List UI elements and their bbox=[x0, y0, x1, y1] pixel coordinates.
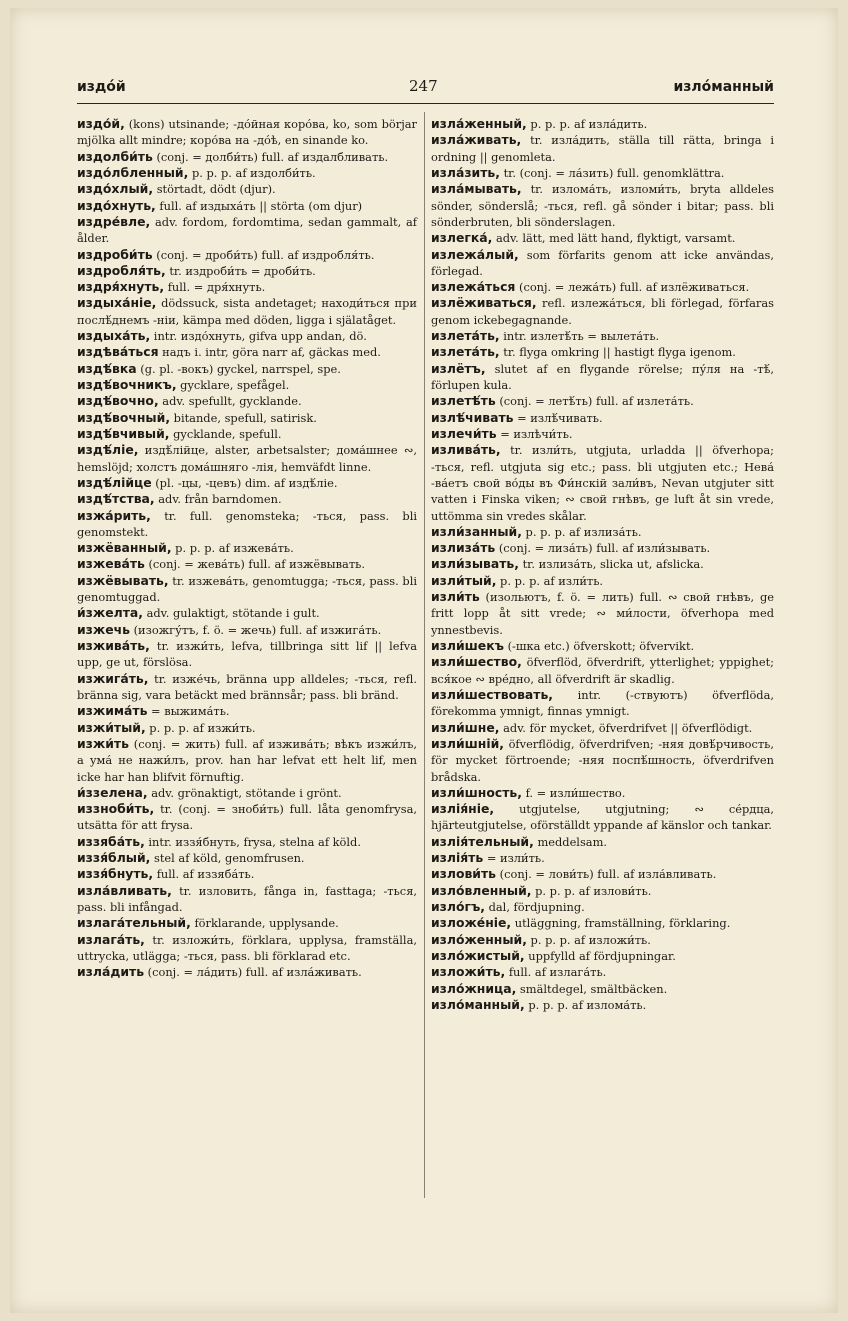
entry-definition: (conj. = лежа́ть) full. af излёживаться. bbox=[519, 280, 750, 295]
entry-definition: meddelsam. bbox=[537, 834, 608, 849]
entry-definition: slutet af en flygande rörelse; пу́ля на -тѣ́, förlupen kula. bbox=[431, 361, 774, 392]
entry-definition: intr. (-ствуютъ) öfverflöda, förekomma ymnigt, finnas ymnigt. bbox=[431, 687, 774, 719]
entry-headword: изла́зить, bbox=[431, 164, 500, 180]
left-column bbox=[77, 116, 417, 981]
entry-headword: изли́шекъ bbox=[431, 638, 504, 653]
dictionary-entry bbox=[431, 279, 774, 295]
dictionary-entry bbox=[431, 344, 774, 360]
entry-headword: изла́живать, bbox=[431, 132, 522, 148]
dictionary-entry bbox=[431, 589, 774, 638]
dictionary-entry bbox=[431, 834, 774, 850]
entry-headword: изли́шне, bbox=[431, 719, 500, 735]
entry-headword: издыха́ть, bbox=[77, 328, 151, 344]
dictionary-entry bbox=[431, 524, 774, 540]
dictionary-entry bbox=[77, 540, 417, 556]
dictionary-entry bbox=[77, 573, 417, 606]
entry-headword: изжива́ть, bbox=[77, 638, 150, 653]
dictionary-entry bbox=[431, 997, 774, 1013]
dictionary-entry bbox=[431, 556, 774, 572]
entry-definition: tr. изли́ть, utgjuta, urladda || öfverhopa; -ться, refl. utgjuta sig etc.; pass. bli utgjuten etc.; Нева́ -ва́етъ свой во́ды въ Фи́нскій зали́въ, Nevan utgjuter sitt vatten i Finska viken; ∾ свой гнѣвъ, ge luft åt sin vrede, uttömma sin vredes skålar. bbox=[431, 443, 775, 523]
entry-headword: изли́занный, bbox=[431, 523, 522, 539]
entry-headword: издѣва́ться bbox=[77, 344, 159, 360]
entry-headword: изжа́рить, bbox=[77, 507, 151, 523]
entry-headword: и́ззелена, bbox=[77, 784, 148, 800]
entry-definition: tr. (conj. = зноби́ть) full. låta genomfrysa, utsätta för att frysa. bbox=[77, 802, 418, 833]
dictionary-entry bbox=[431, 410, 774, 426]
entry-definition: stel af köld, genomfrusen. bbox=[153, 851, 305, 866]
dictionary-entry bbox=[431, 230, 774, 246]
entry-headword: изли́шество, bbox=[431, 654, 522, 670]
dictionary-entry bbox=[77, 801, 417, 834]
entry-headword: изла́дить bbox=[77, 964, 145, 980]
entry-definition: (conj. = ла́дить) full. af изла́живать. bbox=[147, 965, 362, 980]
dictionary-entry bbox=[77, 883, 417, 916]
dictionary-entry bbox=[77, 263, 417, 279]
entry-headword: издроби́ть bbox=[77, 246, 153, 262]
entry-headword: излётъ, bbox=[431, 360, 486, 376]
dictionary-entry bbox=[431, 687, 774, 720]
entry-definition: p. p. p. af излиза́ть. bbox=[525, 524, 642, 539]
entry-headword: излечи́ть bbox=[431, 425, 497, 441]
entry-headword: изли́тый, bbox=[431, 572, 497, 588]
dictionary-entry bbox=[77, 638, 417, 671]
dictionary-entry bbox=[77, 834, 417, 850]
column-divider bbox=[424, 112, 425, 1198]
dictionary-entry bbox=[77, 556, 417, 572]
dictionary-entry bbox=[77, 116, 417, 149]
entry-definition: adv. för mycket, öfverdrifvet || öfverflödigt. bbox=[503, 720, 753, 735]
entry-headword: изжёвывать, bbox=[77, 572, 169, 588]
entry-definition: (conj. = летѣ́ть) full. af излета́ть. bbox=[499, 394, 694, 409]
entry-definition: p. p. p. af излови́ть. bbox=[535, 883, 652, 898]
dictionary-entry bbox=[431, 132, 774, 165]
entry-headword: издыха́ніе, bbox=[77, 295, 157, 311]
entry-headword: изло́жница, bbox=[431, 980, 517, 996]
entry-definition: (conj. = лови́ть) full. af изла́вливать. bbox=[499, 867, 717, 882]
dictionary-entry bbox=[77, 720, 417, 736]
entry-definition: tr. изловить, fånga in, fasttaga; -ться, pass. bli infångad. bbox=[77, 883, 417, 914]
dictionary-entry bbox=[431, 247, 774, 280]
entry-headword: издѣ́ліе, bbox=[77, 442, 139, 458]
dictionary-entry bbox=[77, 149, 417, 165]
dictionary-entry bbox=[77, 295, 417, 328]
dictionary-entry bbox=[77, 964, 417, 980]
dictionary-entry bbox=[431, 393, 774, 409]
entry-definition: tr. full. genomsteka; -ться, pass. bli genomstekt. bbox=[77, 508, 417, 539]
entry-definition: p. p. p. af изла́дить. bbox=[530, 117, 648, 131]
dictionary-entry bbox=[77, 850, 417, 866]
dictionary-entry bbox=[77, 475, 417, 491]
entry-headword: излета́ть, bbox=[431, 328, 500, 344]
entry-headword: изло́женный, bbox=[431, 931, 527, 947]
entry-definition: (pl. -цы, -цевъ) dim. af издѣ́ліе. bbox=[155, 475, 338, 490]
dictionary-entry bbox=[77, 605, 417, 621]
dictionary-entry bbox=[77, 508, 417, 541]
dictionary-entry bbox=[77, 279, 417, 295]
entry-definition: p. p. p. af издолби́ть. bbox=[191, 165, 316, 180]
entry-definition: intr. издо́хнуть, gifva upp andan, dö. bbox=[153, 329, 367, 344]
entry-definition: = изли́ть. bbox=[486, 851, 545, 866]
dictionary-entry bbox=[77, 426, 417, 442]
dictionary-entry bbox=[431, 866, 774, 882]
entry-definition: tr. изже́чь, bränna upp alldeles; -ться, refl. bränna sig, vara betäckt med brännsår; pass. bli bränd. bbox=[77, 671, 417, 702]
entry-headword: издолби́ть bbox=[77, 148, 153, 164]
entry-definition: utläggning, framställning, förklaring. bbox=[514, 916, 731, 931]
dictionary-entry bbox=[77, 393, 417, 409]
entry-definition: utgjutelse, utgjutning; ∾ се́рдца, hjärteutgjutelse, oförställdt yppande af känslor och tankar. bbox=[431, 802, 774, 833]
entry-definition: adv. gulaktigt, stötande i gult. bbox=[146, 606, 320, 621]
entry-headword: и́зжелта, bbox=[77, 605, 143, 621]
dictionary-entry bbox=[431, 964, 774, 980]
entry-headword: издѣ́вка bbox=[77, 360, 137, 376]
entry-definition: (conj. = жева́ть) full. af изжёвывать. bbox=[148, 557, 365, 572]
entry-definition: (g. pl. -вокъ) gyckel, narrspel, spe. bbox=[140, 361, 341, 376]
entry-headword: излежа́ться bbox=[431, 279, 516, 295]
dictionary-entry bbox=[77, 361, 417, 377]
entry-headword: изложи́ть, bbox=[431, 964, 506, 980]
entry-headword: излѣ́чивать bbox=[431, 409, 514, 425]
dictionary-entry bbox=[77, 181, 417, 197]
entry-definition: adv. lätt, med lätt hand, flyktigt, varsamt. bbox=[495, 231, 736, 246]
entry-headword: изли́шній, bbox=[431, 735, 504, 751]
entry-headword: изжима́ть bbox=[77, 703, 148, 719]
entry-definition: smältdegel, smältbäcken. bbox=[519, 981, 668, 996]
entry-definition: (conj. = долби́ть) full. af издалбливать. bbox=[156, 149, 389, 164]
entry-definition: p. p. p. af изли́ть. bbox=[500, 573, 604, 588]
entry-headword: изжева́ть bbox=[77, 556, 145, 572]
entry-headword: излива́ть, bbox=[431, 442, 501, 458]
dictionary-entry bbox=[77, 491, 417, 507]
entry-definition: (conj. = лиза́ть) full. af изли́зывать. bbox=[498, 541, 711, 556]
entry-headword: излетѣ́ть bbox=[431, 393, 496, 409]
entry-headword: изла́вливать, bbox=[77, 882, 172, 898]
dictionary-entry bbox=[77, 785, 417, 801]
entry-definition: full. af издыха́ть || störta (om djur) bbox=[159, 198, 363, 213]
entry-definition: störtadt, dödt (djur). bbox=[156, 182, 276, 197]
entry-headword: излежа́лый, bbox=[431, 246, 519, 262]
entry-headword: изли́зывать, bbox=[431, 556, 519, 572]
entry-headword: изли́шность, bbox=[431, 784, 522, 800]
dictionary-entry bbox=[77, 866, 417, 882]
entry-definition: tr. излиза́ть, slicka ut, afslicka. bbox=[522, 557, 704, 572]
dictionary-entry bbox=[431, 883, 774, 899]
entry-headword: издѣ́лійце bbox=[77, 474, 152, 490]
entry-headword: изла́женный, bbox=[431, 116, 527, 131]
entry-headword: издо́хнуть, bbox=[77, 197, 156, 213]
entry-definition: full. af излага́ть. bbox=[508, 965, 607, 980]
dictionary-entry bbox=[77, 703, 417, 719]
entry-headword: излегка́, bbox=[431, 230, 493, 246]
entry-definition: = выжима́ть. bbox=[151, 704, 230, 719]
entry-headword: издо́й, bbox=[77, 116, 125, 131]
entry-definition: refl. излежа́ться, bli förlegad, förfaras genom ickebegagnande. bbox=[431, 296, 774, 327]
page-header bbox=[77, 79, 774, 104]
entry-definition: dödssuck, sista andetaget; находи́ться при послѣ́днемъ -ніи, kämpa med döden, ligga i själatåget. bbox=[77, 296, 417, 327]
entry-definition: p. p. p. af излома́ть. bbox=[528, 997, 647, 1012]
entry-headword: излія́тельный, bbox=[431, 833, 534, 849]
entry-definition: = излѣчи́ть. bbox=[500, 426, 573, 441]
dictionary-entry bbox=[431, 442, 774, 524]
entry-headword: издо́хлый, bbox=[77, 181, 154, 197]
entry-headword: издѣ́тства, bbox=[77, 491, 155, 507]
entry-headword: изли́шествовать, bbox=[431, 686, 554, 702]
entry-definition: förklarande, upplysande. bbox=[194, 916, 339, 931]
entry-definition: tr. излома́ть, изломи́ть, bryta alldeles sönder, sönderslå; -ться, refl. gå sönder i bitar; pass. bli sönderbruten, bli sönderslagen. bbox=[431, 182, 774, 229]
entry-headword: издре́вле, bbox=[77, 213, 151, 229]
dictionary-entry bbox=[431, 736, 774, 785]
dictionary-entry bbox=[77, 622, 417, 638]
dictionary-entry bbox=[431, 932, 774, 948]
entry-definition: som förfarits genom att icke användas, förlegad. bbox=[431, 247, 774, 278]
entry-headword: излиза́ть bbox=[431, 540, 496, 556]
entry-headword: иззяба́ть, bbox=[77, 833, 145, 849]
entry-definition: uppfylld af fördjupningar. bbox=[528, 948, 676, 963]
dictionary-entry bbox=[431, 328, 774, 344]
entry-headword: издѣ́вочный, bbox=[77, 409, 171, 425]
dictionary-entry bbox=[77, 932, 417, 965]
entry-headword: иззноби́ть, bbox=[77, 801, 155, 817]
dictionary-entry bbox=[431, 720, 774, 736]
dictionary-entry bbox=[431, 181, 774, 230]
entry-definition: издѣ́лійце, alster, arbetsalster; дома́шнее ∾, hemslöjd; холстъ дома́шняго -лія, hemväfdt linne. bbox=[77, 443, 417, 474]
entry-headword: излета́ть, bbox=[431, 344, 500, 360]
entry-headword: излови́ть bbox=[431, 866, 497, 882]
entry-definition: adv. fordom, fordomtima, sedan gammalt, af ålder. bbox=[77, 214, 417, 246]
entry-definition: full. af иззяба́ть. bbox=[156, 867, 255, 882]
entry-headword: издѣ́вчивый, bbox=[77, 425, 170, 441]
dictionary-entry bbox=[77, 377, 417, 393]
entry-definition: (conj. = жить) full. af изжива́ть; вѣкъ изжи́лъ, а ума́ не нажи́лъ, prov. han har lefvat ett helt lif, men icke har han blifvit förnuftig. bbox=[77, 736, 417, 784]
dictionary-entry bbox=[77, 214, 417, 247]
entry-definition: full. = дря́хнуть. bbox=[167, 280, 266, 295]
dictionary-entry bbox=[77, 344, 417, 360]
entry-definition: (conj. = дроби́ть) full. af издробля́ть. bbox=[156, 247, 375, 262]
dictionary-entry bbox=[77, 165, 417, 181]
entry-definition: intr. излетѣ́ть = вылета́ть. bbox=[503, 329, 660, 344]
entry-definition: p. p. p. af изжева́ть. bbox=[175, 541, 294, 556]
entry-headword: изло́жистый, bbox=[431, 947, 525, 963]
dictionary-entry bbox=[431, 850, 774, 866]
entry-definition: p. p. p. af изжи́ть. bbox=[149, 720, 256, 735]
entry-definition: tr. изжева́ть, genomtugga; -ться, pass. bli genomtuggad. bbox=[77, 573, 417, 605]
dictionary-entry bbox=[431, 981, 774, 997]
entry-headword: издробля́ть, bbox=[77, 262, 166, 278]
dictionary-entry bbox=[77, 247, 417, 263]
dictionary-entry bbox=[77, 198, 417, 214]
entry-headword: издря́хнуть, bbox=[77, 279, 165, 295]
dictionary-entry bbox=[431, 426, 774, 442]
entry-headword: изло́вленный, bbox=[431, 882, 532, 898]
entry-headword: изли́ть bbox=[431, 589, 480, 605]
dictionary-entry bbox=[431, 948, 774, 964]
entry-headword: изжёванный, bbox=[77, 540, 172, 556]
entry-headword: иззя́бнуть, bbox=[77, 866, 154, 882]
right-column bbox=[431, 116, 774, 1013]
entry-headword: изжига́ть, bbox=[77, 670, 149, 686]
dictionary-entry bbox=[77, 736, 417, 785]
entry-definition: gycklande, spefull. bbox=[173, 426, 282, 441]
entry-headword: изжи́ть bbox=[77, 735, 129, 751]
entry-definition: (изольютъ, f. ö. = лить) full. ∾ свой гнѣвъ, ge fritt lopp åt sitt vrede; ∾ ми́лости, öfverhopa med ynnestbevis. bbox=[431, 590, 774, 637]
entry-definition: gycklare, spefågel. bbox=[180, 378, 290, 392]
entry-definition: tr. (conj. = ла́зить) full. genomklättra. bbox=[503, 165, 725, 180]
entry-definition: (-шка etc.) öfverskott; öfvervikt. bbox=[507, 639, 695, 653]
dictionary-entry bbox=[431, 361, 774, 394]
dictionary-entry bbox=[431, 801, 774, 834]
entry-headword: излёживаться, bbox=[431, 295, 537, 311]
entry-definition: bitande, spefull, satirisk. bbox=[173, 410, 317, 425]
entry-headword: изло́манный, bbox=[431, 996, 525, 1012]
entry-headword: излага́тельный, bbox=[77, 915, 191, 931]
entry-definition: (kons) utsinande; -до́йная коро́ва, ko, som börjar mjölka allt mindre; коро́ва на -до́ѣ, en sinande ko. bbox=[77, 117, 417, 148]
page-number: 247 bbox=[409, 77, 438, 95]
entry-definition: f. = изли́шество. bbox=[525, 785, 626, 800]
entry-headword: иззя́блый, bbox=[77, 850, 151, 866]
entry-definition: надъ i. intr, göra narr af, gäckas med. bbox=[162, 345, 381, 360]
dictionary-entry bbox=[431, 785, 774, 801]
entry-definition: tr. flyga omkring || hastigt flyga igenom. bbox=[503, 345, 736, 360]
entry-headword: изжечь bbox=[77, 621, 130, 637]
entry-headword: изложе́ніе, bbox=[431, 915, 512, 931]
running-head-right: изло́манный bbox=[673, 79, 774, 95]
dictionary-entry bbox=[431, 899, 774, 915]
entry-definition: öfverflödig, öfverdrifven; -няя довѣ́рчивость, för mycket förtroende; -няя поспѣ́шность, öfverdrifven brådska. bbox=[431, 736, 775, 784]
dictionary-entry bbox=[431, 295, 774, 328]
entry-headword: издѣ́вочникъ, bbox=[77, 377, 177, 392]
dictionary-entry bbox=[431, 540, 774, 556]
entry-definition: tr. изжи́ть, lefva, tillbringa sitt lif || lefva upp, ge ut, förslösa. bbox=[77, 639, 417, 670]
dictionary-entry bbox=[77, 328, 417, 344]
entry-definition: adv. från barndomen. bbox=[158, 492, 282, 507]
entry-headword: изла́мывать, bbox=[431, 181, 522, 197]
entry-definition: (изожгу́тъ, f. ö. = жечь) full. af изжига́ть. bbox=[133, 622, 382, 637]
entry-definition: tr. изложи́ть, förklara, upplysa, framställa, uttrycka, utlägga; -ться, pass. bli förklarad etc. bbox=[77, 932, 417, 963]
dictionary-entry bbox=[77, 915, 417, 931]
running-head-left: издо́й bbox=[77, 79, 126, 95]
entry-definition: intr. иззя́бнуть, frysa, stelna af köld. bbox=[148, 834, 361, 849]
dictionary-entry bbox=[431, 654, 774, 687]
dictionary-entry bbox=[77, 671, 417, 704]
entry-headword: излага́ть, bbox=[77, 931, 145, 947]
entry-definition: adv. spefullt, gycklande. bbox=[162, 394, 302, 409]
entry-definition: tr. изла́дить, ställa till rätta, bringa i ordning || genomleta. bbox=[431, 133, 775, 164]
entry-definition: = излѣ́чивать. bbox=[517, 410, 603, 425]
entry-definition: tr. издроби́ть = дроби́ть. bbox=[169, 263, 316, 278]
dictionary-entry bbox=[431, 915, 774, 931]
entry-definition: adv. grönaktigt, stötande i grönt. bbox=[151, 785, 342, 800]
entry-definition: p. p. p. af изложи́ть. bbox=[530, 932, 651, 947]
dictionary-entry bbox=[431, 165, 774, 181]
entry-definition: dal, fördjupning. bbox=[488, 900, 585, 914]
dictionary-entry bbox=[431, 116, 774, 132]
entry-headword: издо́лбленный, bbox=[77, 164, 189, 180]
dictionary-entry bbox=[77, 410, 417, 426]
dictionary-entry bbox=[431, 638, 774, 654]
dictionary-entry bbox=[431, 573, 774, 589]
entry-headword: изло́гъ, bbox=[431, 899, 485, 914]
entry-headword: изжи́тый, bbox=[77, 719, 146, 735]
entry-headword: излія́ть bbox=[431, 850, 484, 866]
dictionary-entry bbox=[77, 442, 417, 475]
entry-headword: излія́ніе, bbox=[431, 801, 495, 817]
entry-headword: издѣ́вочно, bbox=[77, 393, 159, 409]
entry-definition: öfverflöd, öfverdrift, ytterlighet; yppighet; вся́кое ∾ вре́дно, all öfverdrift är skadlig. bbox=[431, 655, 774, 686]
